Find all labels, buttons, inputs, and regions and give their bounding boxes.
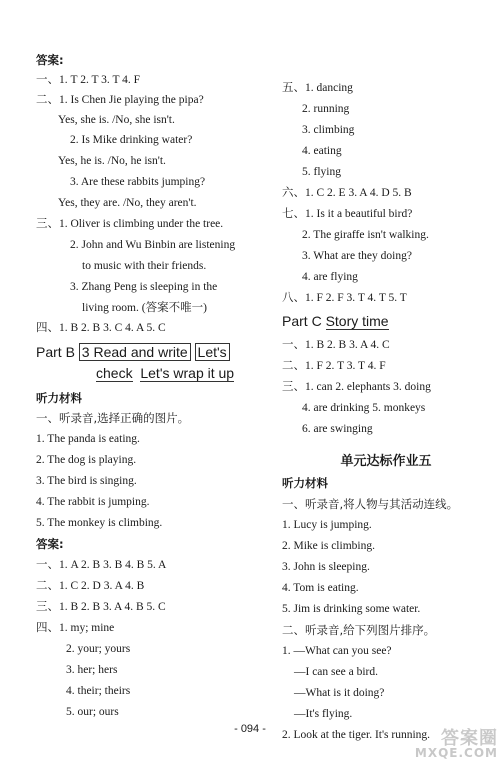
answer-line: 2. John and Wu Binbin are listening [70, 239, 236, 251]
part-b-heading [36, 343, 230, 361]
answer-line: 3. What are they doing? [302, 250, 412, 262]
part-b-wrap: Let's wrap it up [140, 365, 235, 381]
answer-line: 六、1. C 2. E 3. A 4. D 5. B [282, 187, 412, 199]
answer-line: 一、1. A 2. B 3. B 4. B 5. A [36, 559, 167, 571]
answer-line: Yes, he is. /No, he isn't. [58, 155, 166, 167]
listening-line: 5. Jim is drinking some water. [282, 603, 421, 615]
answer-line: 2. your; yours [66, 643, 131, 655]
answer-line: 3. her; hers [66, 664, 118, 676]
listening-line: 2. The dog is playing. [36, 454, 137, 466]
answer-line: living room. (答案不唯一) [82, 302, 207, 314]
answer-line: Yes, she is. /No, she isn't. [58, 114, 175, 126]
answer-line: 2. Is Mike drinking water? [70, 134, 193, 146]
listening-line: —I can see a bird. [294, 666, 378, 678]
answers-heading-2: 答案: [36, 537, 64, 551]
answer-line: 2. running [302, 103, 350, 115]
answer-line: 三、1. B 2. B 3. A 4. B 5. C [36, 601, 166, 613]
listening-line: 5. The monkey is climbing. [36, 517, 163, 529]
answer-line: 三、1. can 2. elephants 3. doing [282, 381, 431, 393]
answer-line: 二、1. Is Chen Jie playing the pipa? [36, 94, 204, 106]
listening-line: —It's flying. [294, 708, 353, 720]
answer-line: 一、1. T 2. T 3. T 4. F [36, 74, 141, 86]
answer-line: 五、1. dancing [282, 82, 353, 94]
listening-line: 1. The panda is eating. [36, 433, 140, 445]
answer-line: Yes, they are. /No, they aren't. [58, 197, 197, 209]
listening-heading: 听力材料 [282, 476, 328, 490]
part-c-label: Part C [282, 313, 322, 329]
listening-line: 1. Lucy is jumping. [282, 519, 372, 531]
watermark [414, 724, 498, 764]
listening-instruction: 一、听录音,将人物与其活动连线。 [282, 497, 459, 511]
answer-line: 七、1. Is it a beautiful bird? [282, 208, 413, 220]
page-number: - 094 - [234, 723, 266, 735]
answer-line: 4. are flying [302, 271, 358, 283]
answer-line: 6. are swinging [302, 423, 373, 435]
listening-line: 1. —What can you see? [282, 645, 392, 657]
part-c-heading [282, 312, 389, 330]
listening-line: 2. Look at the tiger. It's running. [282, 729, 431, 741]
listening-line: 3. John is sleeping. [282, 561, 370, 573]
answer-line: 3. climbing [302, 124, 355, 136]
part-b-heading-line2 [96, 364, 234, 382]
part-b-label: Part B [36, 344, 75, 360]
part-b-title: 3 Read and write [79, 343, 191, 361]
answer-line: 3. Are these rabbits jumping? [70, 176, 206, 188]
answer-line: 4. their; theirs [66, 685, 131, 697]
answer-line: 二、1. C 2. D 3. A 4. B [36, 580, 145, 592]
answer-line: 4. eating [302, 145, 342, 157]
unit-title: 单元达标作业五 [340, 454, 432, 469]
listening-line: 4. Tom is eating. [282, 582, 359, 594]
answer-line: to music with their friends. [82, 260, 207, 272]
listening-line: 4. The rabbit is jumping. [36, 496, 150, 508]
part-b-check-2: check [96, 365, 133, 381]
listening-heading: 听力材料 [36, 391, 82, 405]
watermark-logo-text: 答案圈 [441, 728, 498, 749]
answer-line: 2. The giraffe isn't walking. [302, 229, 429, 241]
listening-instruction: 二、听录音,给下列图片排序。 [282, 623, 436, 637]
answer-line: 二、1. F 2. T 3. T 4. F [282, 360, 386, 372]
answer-line: 八、1. F 2. F 3. T 4. T 5. T [282, 292, 407, 304]
answer-line: 5. our; ours [66, 706, 119, 718]
answer-line: 5. flying [302, 166, 341, 178]
listening-line: —What is it doing? [294, 687, 385, 699]
part-b-check-1: Let's [195, 343, 230, 361]
watermark-url: MXQE.COM [414, 746, 498, 760]
listening-line: 3. The bird is singing. [36, 475, 137, 487]
answer-line: 4. are drinking 5. monkeys [302, 402, 426, 414]
answer-line: 四、1. B 2. B 3. C 4. A 5. C [36, 322, 166, 334]
answer-line: 三、1. Oliver is climbing under the tree. [36, 218, 224, 230]
answers-heading: 答案: [36, 53, 64, 67]
answer-line: 一、1. B 2. B 3. A 4. C [282, 339, 390, 351]
answer-line: 四、1. my; mine [36, 622, 115, 634]
listening-line: 2. Mike is climbing. [282, 540, 375, 552]
part-c-title: Story time [325, 313, 389, 329]
listening-instruction: 一、听录音,选择正确的图片。 [36, 411, 190, 425]
answer-line: 3. Zhang Peng is sleeping in the [70, 281, 218, 293]
